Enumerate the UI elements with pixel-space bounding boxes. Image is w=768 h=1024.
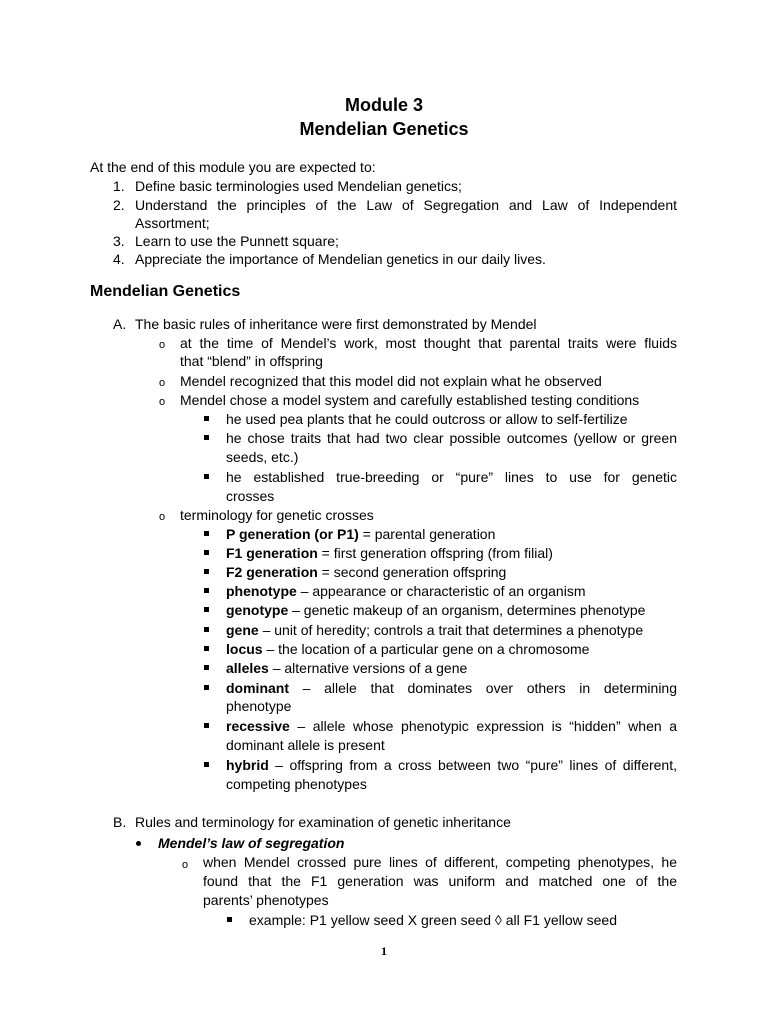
term-definition: – alternative versions of a gene [268,660,468,676]
term-name: phenotype [226,583,297,599]
term-item [226,640,589,659]
intro-lead: At the end of this module you are expected to: [90,159,376,175]
sub-item: he used pea plants that he could outcross or allow to self-fertilize [226,411,628,427]
objective-text: Understand the principles of the Law of Segregation and Law of Independent [135,197,677,213]
term-item [226,621,643,640]
law-observation-cont: parents’ phenotypes [203,892,329,908]
objective-number: 2. [113,197,125,213]
square-bullet [204,627,209,632]
circle-bullet: o [159,377,166,389]
term-name: recessive [226,718,290,734]
section-a-text: The basic rules of inheritance were first demonstrated by Mendel [135,316,537,332]
term-definition: – allele whose phenotypic expression is “hidden” when a [289,718,677,734]
objective-number: 3. [113,233,125,249]
term-item-cont: dominant allele is present [226,737,385,753]
section-heading: Mendelian Genetics [90,283,241,300]
objective-text-cont: Assortment; [135,215,210,231]
law-observation-cont: found that the F1 generation was uniform and matched one of the [203,873,677,889]
term-definition: – unit of heredity; controls a trait that determines a phenotype [258,622,644,638]
objective-text: Learn to use the Punnett square; [135,233,339,249]
term-name: alleles [226,660,269,676]
square-bullet [204,474,209,479]
circle-bullet: o [182,859,189,871]
square-bullet [204,685,209,690]
section-b-label: B. [113,814,127,830]
disc-bullet [136,841,141,846]
square-bullet [204,435,209,440]
law-observation: when Mendel crossed pure lines of different, competing phenotypes, he [203,854,677,870]
term-name: gene [226,622,259,638]
term-name: P generation (or P1) [226,526,359,542]
square-bullet [204,569,209,574]
objective-text: Define basic terminologies used Mendelian genetics; [135,178,462,194]
square-bullet [204,665,209,670]
square-bullet [204,416,209,421]
section-a-label: A. [113,316,127,332]
term-definition: – the location of a particular gene on a chromosome [262,641,590,657]
term-item [226,679,677,698]
square-bullet [204,531,209,536]
term-item [226,563,506,582]
square-bullet [204,550,209,555]
sub-item-cont: seeds, etc.) [226,449,299,465]
sub-item: he chose traits that had two clear possible outcomes (yellow or green [226,430,677,446]
square-bullet [227,917,232,922]
term-item [226,756,677,775]
square-bullet [204,607,209,612]
list-item: Mendel recognized that this model did not explain what he observed [180,373,602,389]
term-definition: – offspring from a cross between two “pure” lines of different, [268,757,677,773]
example-item: example: P1 yellow seed X green seed ◊ all F1 yellow seed [249,912,618,928]
square-bullet [204,762,209,767]
term-definition: – allele that dominates over others in determining [289,680,677,696]
term-name: locus [226,641,263,657]
square-bullet [204,588,209,593]
module-number: Module 3 [344,95,423,115]
term-name: genotype [226,602,289,618]
term-name: hybrid [226,757,269,773]
term-definition: = parental generation [358,526,496,542]
sub-item: he established true-breeding or “pure” lines to use for genetic [226,469,677,485]
list-item-cont: that “blend” in offspring [180,353,323,369]
term-name: F2 generation [226,564,318,580]
term-item-cont: competing phenotypes [226,776,367,792]
term-item-cont: phenotype [226,698,292,714]
circle-bullet: o [159,396,166,408]
term-item [226,544,553,563]
circle-bullet: o [159,339,166,351]
circle-bullet: o [159,511,166,523]
sub-item-cont: crosses [226,488,275,504]
list-item: terminology for genetic crosses [180,507,374,523]
term-item [226,601,645,620]
term-item [226,717,677,736]
list-item: Mendel chose a model system and carefully established testing conditions [180,392,640,408]
term-item [226,659,467,678]
term-definition: = first generation offspring (from filial) [317,545,553,561]
term-item [226,525,495,544]
term-name: dominant [226,680,289,696]
objective-number: 4. [113,251,125,267]
law-heading: Mendel’s law of segregation [158,835,345,851]
page-title: Mendelian Genetics [299,119,469,139]
term-definition: – genetic makeup of an organism, determines phenotype [288,602,646,618]
term-item [226,582,586,601]
term-definition: = second generation offspring [317,564,507,580]
list-item: at the time of Mendel’s work, most thought that parental traits were fluids [180,335,677,351]
square-bullet [204,723,209,728]
square-bullet [204,646,209,651]
term-definition: – appearance or characteristic of an organism [296,583,586,599]
page-number: 1 [381,944,387,958]
objective-number: 1. [113,178,125,194]
section-b-text: Rules and terminology for examination of genetic inheritance [135,814,511,830]
objective-text: Appreciate the importance of Mendelian genetics in our daily lives. [135,251,546,267]
term-name: F1 generation [226,545,318,561]
